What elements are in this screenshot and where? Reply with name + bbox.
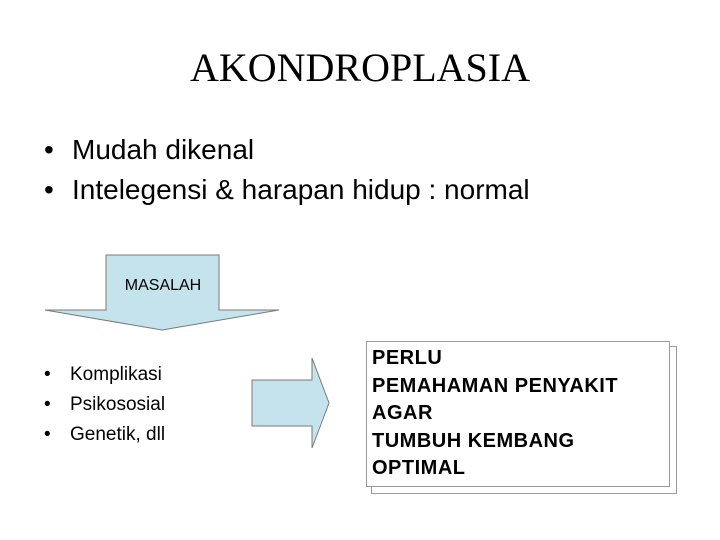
slide-title: AKONDROPLASIA bbox=[189, 45, 531, 90]
callout-line: TUMBUH KEMBANG bbox=[372, 429, 575, 452]
sub-bullet-list bbox=[42, 360, 165, 450]
callout-box bbox=[366, 341, 670, 487]
callout-line: AGAR bbox=[372, 402, 433, 424]
callout-line: PEMAHAMAN PENYAKIT bbox=[372, 374, 619, 397]
masalah-label: MASALAH bbox=[124, 277, 202, 294]
right-arrow bbox=[252, 358, 329, 448]
main-bullet-item: • Mudah dikenal bbox=[42, 130, 530, 170]
callout-line: PERLU bbox=[372, 347, 443, 369]
sub-bullet-item: • Komplikasi bbox=[42, 360, 165, 390]
callout-line: OPTIMAL bbox=[372, 457, 466, 479]
sub-bullet-item: • Psikososial bbox=[42, 390, 165, 420]
main-bullet-item: • Intelegensi & harapan hidup : normal bbox=[42, 170, 530, 210]
sub-bullet-item: • Genetik, dll bbox=[42, 420, 165, 450]
